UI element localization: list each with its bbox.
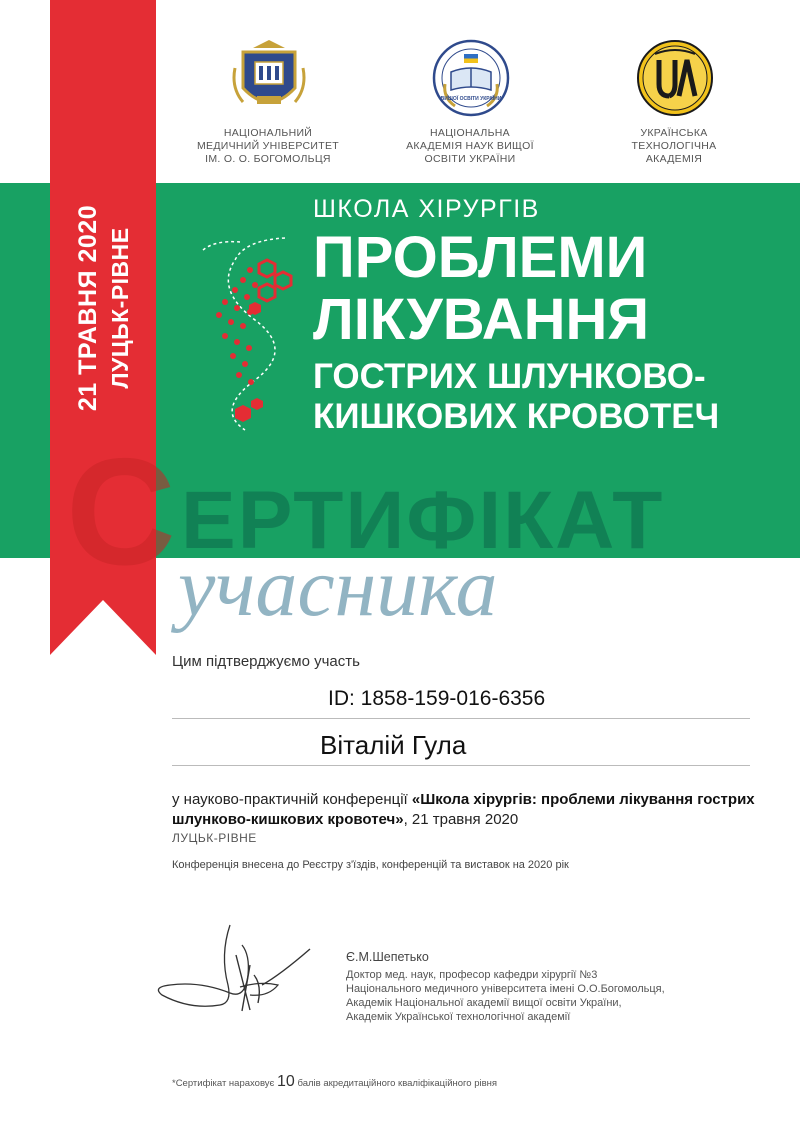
school-title: ШКОЛА ХІРУРГІВ	[313, 195, 540, 223]
conference-title: «Школа хірургів: проблеми лікування гострих шлунково-кишкових кровотеч»	[172, 791, 755, 828]
org-caption-tech-academy: УКРАЇНСЬКА ТЕХНОЛОГІЧНА АКАДЕМІЯ	[631, 127, 717, 165]
signer-name: Є.М.Шепетько	[346, 950, 429, 964]
org-caption-university: НАЦІОНАЛЬНИЙ МЕДИЧНИЙ УНІВЕРСИТЕТ ІМ. О. О. БОГОМОЛЬЦЯ	[196, 127, 340, 165]
org-caption-academy: НАЦІОНАЛЬНА АКАДЕМІЯ НАУК ВИЩОЇ ОСВІТИ УКРАЇНИ	[406, 127, 534, 165]
ribbon-place: ЛУЦЬК-РІВНЕ	[107, 227, 133, 389]
conference-description	[172, 790, 772, 830]
conference-date: , 21 травня 2020	[403, 811, 519, 828]
title-line-4: КИШКОВИХ КРОВОТЕЧ	[313, 397, 720, 436]
university-crest-icon	[229, 38, 309, 118]
molecule-graphic-icon	[195, 230, 315, 440]
confirmation-text: Цим підтверджуємо участь	[172, 653, 360, 670]
ribbon-text	[71, 205, 135, 411]
registry-note: Конференція внесена до Реєстру з'їздів, конференцій та виставок на 2020 рік	[172, 859, 569, 871]
participant-name: Віталій Гула	[320, 730, 467, 760]
divider	[172, 718, 750, 719]
academy-seal-icon	[431, 38, 511, 118]
ribbon-date: 21 ТРАВНЯ 2020	[74, 204, 102, 412]
certificate-subtitle: учасника	[178, 541, 498, 634]
conference-place: ЛУЦЬК-РІВНЕ	[172, 831, 257, 845]
certificate-heading: ЕРТИФІКАТ	[181, 475, 665, 566]
signer-title: Доктор мед. наук, професор кафедри хірургії №3 Національного медичного університета імені О.О.Богомольця, Академік Національної академії вищої освіти України, Академік Української технологічної академії	[346, 969, 665, 1023]
participant-id: ID: 1858-159-016-6356	[328, 687, 546, 710]
conference-prefix: у науково-практичній конференції	[172, 791, 412, 808]
academy-seal-text: ВИЩОЇ ОСВІТИ УКРАЇНИ	[440, 96, 502, 102]
footnote-points: 10	[277, 1073, 295, 1090]
title-line-3: ГОСТРИХ ШЛУНКОВО-	[313, 357, 706, 396]
footnote	[172, 1073, 497, 1091]
certificate-first-letter: С	[66, 427, 176, 597]
divider	[172, 765, 750, 766]
title-line-1: ПРОБЛЕМИ	[313, 225, 648, 290]
ua-monogram-icon	[635, 38, 715, 118]
title-line-2: ЛІКУВАННЯ	[313, 287, 650, 352]
footnote-prefix: *Сертифікат нараховує	[172, 1078, 278, 1089]
footnote-suffix: балів акредитаційного кваліфікаційного рівня	[294, 1078, 498, 1089]
signature-icon	[150, 915, 330, 1025]
